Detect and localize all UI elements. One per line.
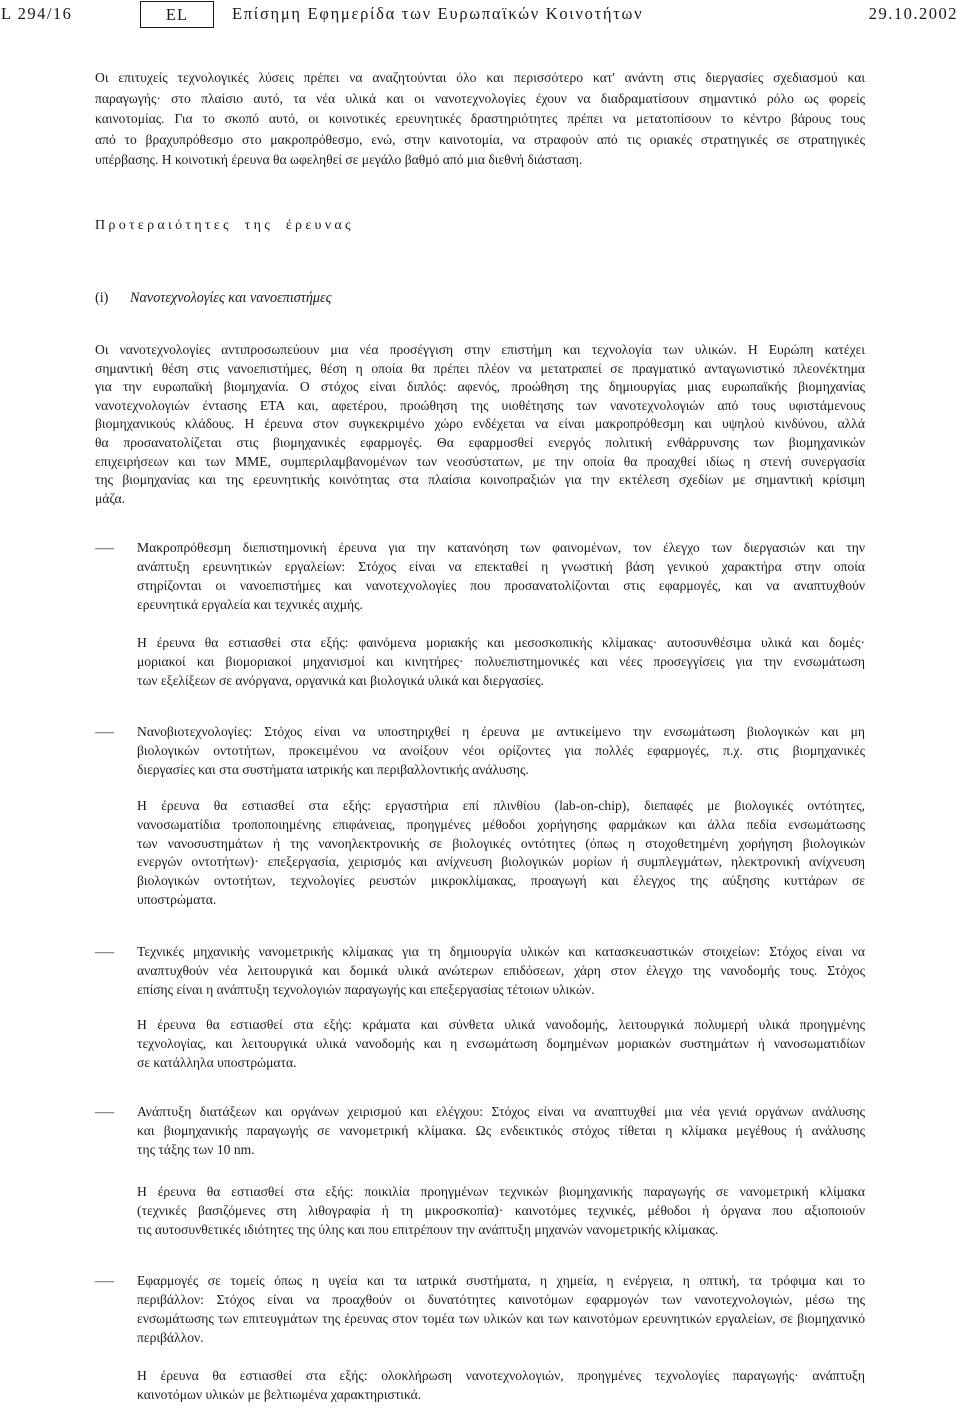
item-text-line: βιολογικών οντοτήτων, προκειμένου να ανοίξουν νέοι ορίζοντες για πολλές εφαρμογές, π.χ. στις βιομηχανικές [137,743,865,758]
focus-text-line: ενεργών οντοτήτων)· επεξεργασία, χειρισμός και ανίχνευση βιολογικών μορίων ή συμπλεγμάτων, ηλεκτρονική ανίχνευση [137,854,865,870]
bullet-dash: — [95,1273,115,1288]
overview-paragraph [95,341,865,508]
journal-title: Επίσημη Εφημερίδα των Ευρωπαϊκών Κοινοτήτων [232,4,644,23]
overview-line: για την ευρωπαϊκή βιομηχανία. Ο στόχος είναι διπλός: αφενός, προώθηση της δημιουργίας μιας ευρωπαϊκής βιομηχανίας [95,379,865,395]
overview-line: θα προσανατολίζεται στις βιομηχανικές εφαρμογές. Θα εφαρμοσθεί ενεργός πολιτική ενθάρρυνσης των βιομηχανικών [95,434,865,450]
long-term-research-item [95,538,865,614]
intro-paragraph [95,68,865,171]
page-reference: L 294/16 [1,4,73,23]
focus-text-line: Η έρευνα θα εστιασθεί στα εξής: εργαστήρια επί πλινθίου (lab-on-chip), διεπαφές με βιολογικές οντότητες, [137,798,865,813]
language-badge: EL [140,1,214,28]
focus-text-line: Η έρευνα θα εστιασθεί στα εξής: φαινόμενα μοριακής και μεσοσκοπικής κλίμακας· αυτοσυνθέσιμα υλικά και δομές· [137,635,865,650]
item-text-line: διεργασίες και στα συστήματα ιατρικής και περιβαλλοντικής ανάλυσης. [137,762,529,777]
nanoscale-engineering-item [95,942,865,999]
bullet-dash: — [95,1104,115,1119]
item-text-line: Νανοβιοτεχνολογίες: Στόχος είναι να υποστηριχθεί η έρευνα με αντικείμενο την ενσωμάτωση βιολογικών και μη [137,724,865,739]
bullet-dash: — [95,724,115,739]
item-text-line: Εφαρμογές σε τομείς όπως η υγεία και τα ιατρικά συστήματα, η χημεία, η ενέργεια, η οπτική, τα τρόφιμα και το [137,1273,865,1288]
item-text-line: στηρίζονται οι νανοεπιστήμες και νανοτεχνολογίες που προσανατολίζονται στις εφαρμογές, και να αναπτυχθούν [137,578,865,593]
overview-line: βιομηχανικούς κλάδους. Η έρευνα στον συγκεκριμένο χώρο ενδέχεται να είναι μακροπρόθεσμη και υψηλού κινδύνου, αλλά [95,416,865,432]
focus-text-line: σε κατάλληλα υποστρώματα. [137,1055,297,1070]
focus-text-line: Η έρευνα θα εστιασθεί στα εξής: ολοκλήρωση νανοτεχνολογιών, προηγμένες τεχνολογίες παραγωγής· ανάπτυξη [137,1368,865,1383]
item-text-line: Τεχνικές μηχανικής νανομετρικής κλίμακας για τη δημιουργία υλικών και κατασκευαστικών στοιχείων: Στόχος είναι να [137,944,865,959]
focus-text-line: καινοτόμων υλικών με βελτιωμένα χαρακτηριστικά. [137,1387,422,1402]
nanobiotechnology-focus [137,797,865,910]
focus-text-line: μοριακοί και βιομοριακοί μηχανισμοί και κινητήρες· πολυεπιστημονικές και νέες προσεγγίσεις για την ενσωμάτωση [137,654,865,669]
item-text-line: ανάπτυξη ερευνητικών εργαλείων: Στόχος είναι να επεκταθεί η γνωστική βάση γενικού χαρακτήρα στην οποία [137,559,865,574]
overview-line: νανοτεχνολογιών έντασης ΕΤΑ και, αφετέρου, προώθηση της υιοθέτησης των νανοτεχνολογιών από τους υφιστάμενους [95,397,865,413]
intro-line: από το βραχυπρόθεσμο στο μακροπρόθεσμο, ενώ, στην καινοτομία, να στραφούν από τις οριακές στρατηγικές σε στρατηγικές [95,131,865,147]
instrumentation-item [95,1102,865,1159]
nanobiotechnology-item [95,722,865,779]
subsection-title: Νανοτεχνολογίες και νανοεπιστήμες [130,290,332,306]
focus-text-line: τις αυτοσυνθετικές ιδιότητες της ύλης και που επιτρέπουν την ανάπτυξη μηχανών νανομετρικής κλίμακας. [137,1222,719,1237]
applications-item [95,1271,865,1347]
overview-line: της βιομηχανίας και της ερευνητικής κοινότητας στα πλαίσια κοινοπραξιών για την εκτέλεση σχεδίων με σημαντική κρίσιμη [95,472,865,488]
focus-text-line: Η έρευνα θα εστιασθεί στα εξής: ποικιλία προηγμένων τεχνικών βιομηχανικής παραγωγής σε νανομετρική κλίμακα [137,1184,865,1199]
publication-date: 29.10.2002 [868,4,958,23]
item-text-line: περιβάλλον: Στόχος είναι να προαχθούν οι δυνατότητες καινοτόμων εφαρμογών των νανοτεχνολογιών, μέσω της [137,1292,865,1307]
intro-line: παραγωγής· στο πλαίσιο αυτό, τα νέα υλικά και οι νανοτεχνολογίες έχουν να διαδραματίσουν σημαντικό ρόλο ως φορείς [95,90,865,106]
focus-text-line: των νανοσυστημάτων ή της νανοηλεκτρονικής σε βιολογικές οντότητες (όπως η στοχοθετημένη χορήγηση βιολογικών [137,835,865,851]
intro-line: καινοτομίας. Για το σκοπό αυτό, οι κοινοτικές ερευνητικές δραστηριότητες πρέπει να μετατοπίσουν το κέντρο βάρους τους [95,111,865,126]
item-text-line: αναπτυχθούν νέα λειτουργικά και δομικά υλικά ανώτερων επιδόσεων, χάρη στον έλεγχο της νανοδομής τους. Στόχος [137,963,865,978]
overview-line: Οι νανοτεχνολογίες αντιπροσωπεύουν μια νέα προσέγγιση στην επιστήμη και τεχνολογία των υλικών. Η Ευρώπη κατέχει [95,342,865,357]
focus-text-line: (τεχνικές βασιζόμενες στη λιθογραφία ή τη μικροσκοπία)· καινοτόμες τεχνικές, μέθοδοι ή όργανα που αξιοποιούν [137,1203,865,1218]
focus-text-line: βιολογικών οντοτήτων, τεχνολογίες ρευστών μικροκλίμακας, προαγωγή και έλεγχος της αύξησης κυττάρων σε [137,873,865,889]
overview-line: μάζα. [95,490,126,506]
item-text-line: Μακροπρόθεσμη διεπιστημονική έρευνα για την κατανόηση των φαινομένων, τον έλεγχο των διεργασιών και την [137,540,865,555]
instrumentation-focus [137,1182,865,1239]
applications-focus [137,1366,865,1404]
item-text-line: επίσης είναι η ανάπτυξη τεχνολογιών παραγωγής και επεξεργασίας τέτοιων υλικών. [137,982,595,997]
long-term-research-focus [137,633,865,690]
focus-text-line: των εξελίξεων σε ανόργανα, οργανικά και βιολογικά υλικά και διεργασίες. [137,673,544,688]
focus-text-line: τεχνολογίας, και λειτουργικά υλικά νανοδομής και η ενσωμάτωση δομημένων μοριακών συστημάτων ή νανοσωματιδίων [137,1036,865,1051]
overview-line: επιχειρήσεων και των ΜΜΕ, συμπεριλαμβανομένων των νεοσύστατων, με την οποία θα προαχθεί ιδίως η στενή συνεργασία [95,453,865,469]
section-heading: Προτεραιότητες της έρευνας [95,218,354,233]
item-text-line: ενσωμάτωσης των επιτευγμάτων της έρευνας στον τομέα των υλικών και των καινοτόμων ερευνητικών εργαλείων, σε βιομηχανικό [137,1311,865,1326]
focus-text-line: νανοσωματίδια τροποποιημένης επιφάνειας, προηγμένες μέθοδοι χορήγησης φαρμάκων και άλλα πεδία ενσωμάτωσης [137,816,865,832]
bullet-dash: — [95,540,115,555]
focus-text-line: Η έρευνα θα εστιασθεί στα εξής: κράματα και σύνθετα υλικά νανοδομής, λειτουργικά πολυμερή υλικά προηγμένης [137,1017,865,1032]
subsection-number: (i) [95,290,109,306]
focus-text-line: υποστρώματα. [137,891,217,907]
overview-line: σημαντική θέση στις νανοεπιστήμες, θέση η οποία θα πρέπει πλέον να μετατραπεί σε πραγματικό ανταγωνιστικό πλεονέκτημα [95,360,865,376]
intro-line: Οι επιτυχείς τεχνολογικές λύσεις πρέπει να αναζητούνται όλο και περισσότερο κατ' ανάντη στις διεργασίες σχεδιασμού και [95,70,865,85]
item-text-line: και βιομηχανικής παραγωγής σε νανομετρική κλίμακα. Ως ενδεικτικός στόχος τίθεται η κλίμακα μεγέθους ή ανάλυσης [137,1123,865,1138]
item-text-line: περιβάλλον. [137,1330,204,1345]
bullet-dash: — [95,944,115,959]
nanoscale-engineering-focus [137,1015,865,1072]
item-text-line: ερευνητικά εργαλεία και τεχνικές αιχμής. [137,597,363,612]
item-text-line: της τάξης των 10 nm. [137,1142,255,1157]
item-text-line: Ανάπτυξη διατάξεων και οργάνων χειρισμού και ελέγχου: Στόχος είναι να αναπτυχθεί μια νέα γενιά οργάνων ανάλυσης [137,1104,865,1119]
intro-line: υπέρβασης. Η κοινοτική έρευνα θα ωφεληθεί σε μεγάλο βαθμό από μια διεθνή διάσταση. [95,152,583,167]
